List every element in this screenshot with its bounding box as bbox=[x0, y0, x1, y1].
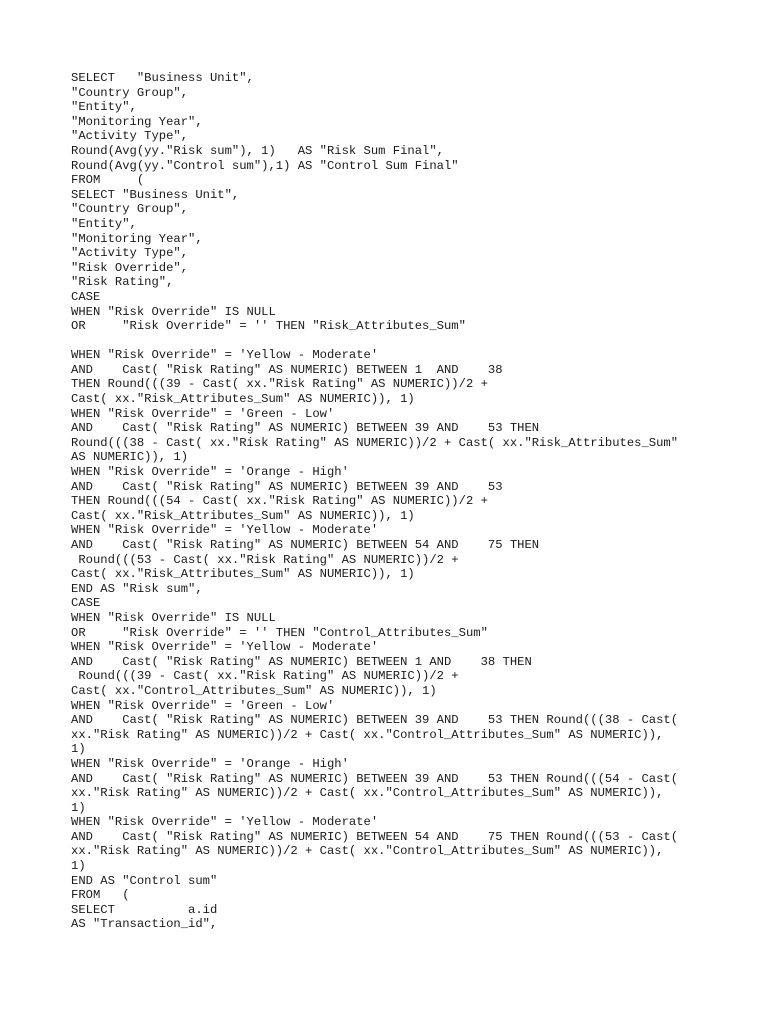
code-line: END AS "Control sum" bbox=[71, 873, 218, 888]
code-line: xx."Risk Rating" AS NUMERIC))/2 + Cast( xx."Control_Attributes_Sum" AS NUMERIC)), bbox=[71, 786, 664, 801]
code-line: AND Cast( "Risk Rating" AS NUMERIC) BETWEEN 54 AND 75 THEN Round(((53 - Cast( bbox=[71, 829, 679, 844]
code-line: "Activity Type", bbox=[71, 129, 189, 144]
code-line: Round(((39 - Cast( xx."Risk Rating" AS NUMERIC))/2 + bbox=[71, 669, 459, 684]
code-line: THEN Round(((54 - Cast( xx."Risk Rating" AS NUMERIC))/2 + bbox=[71, 494, 488, 509]
code-line: xx."Risk Rating" AS NUMERIC))/2 + Cast( xx."Control_Attributes_Sum" AS NUMERIC)), bbox=[71, 844, 664, 859]
code-line: WHEN "Risk Override" = 'Yellow - Moderate' bbox=[71, 348, 379, 363]
code-line: AND Cast( "Risk Rating" AS NUMERIC) BETWEEN 54 AND 75 THEN bbox=[71, 538, 540, 552]
code-line: "Risk Override", bbox=[71, 260, 189, 275]
code-line: "Country Group", bbox=[71, 85, 189, 100]
code-line: OR "Risk Override" = '' THEN "Control_Attributes_Sum" bbox=[71, 625, 488, 640]
sql-code-block bbox=[71, 71, 751, 932]
code-line: xx."Risk Rating" AS NUMERIC))/2 + Cast( xx."Control_Attributes_Sum" AS NUMERIC)), bbox=[71, 727, 664, 742]
code-line: Cast( xx."Control_Attributes_Sum" AS NUMERIC)), 1) bbox=[71, 683, 437, 698]
code-line: "Entity", bbox=[71, 100, 137, 115]
code-line: AS "Transaction_id", bbox=[71, 917, 218, 932]
code-line: WHEN "Risk Override" = 'Orange - High' bbox=[71, 465, 349, 480]
code-line: "Monitoring Year", bbox=[71, 231, 203, 246]
code-line: SELECT "Business Unit", bbox=[71, 187, 240, 202]
code-line: END AS "Risk sum", bbox=[71, 581, 203, 596]
code-line: SELECT "Business Unit", bbox=[71, 71, 254, 85]
code-line: WHEN "Risk Override" = 'Green - Low' bbox=[71, 698, 335, 713]
code-line: OR "Risk Override" = '' THEN "Risk_Attributes_Sum" bbox=[71, 319, 466, 334]
code-line: WHEN "Risk Override" = 'Yellow - Moderate' bbox=[71, 815, 379, 830]
code-line: 1) bbox=[71, 742, 86, 757]
code-line: Cast( xx."Risk_Attributes_Sum" AS NUMERIC)), 1) bbox=[71, 567, 415, 582]
code-line: "Activity Type", bbox=[71, 246, 189, 261]
code-line: 1) bbox=[71, 859, 86, 874]
code-line: WHEN "Risk Override" = 'Yellow - Moderate' bbox=[71, 640, 379, 655]
code-line: "Country Group", bbox=[71, 202, 189, 217]
code-line: AS NUMERIC)), 1) bbox=[71, 450, 189, 465]
code-line: "Risk Rating", bbox=[71, 275, 174, 290]
code-line: WHEN "Risk Override" IS NULL bbox=[71, 304, 276, 319]
code-line: AND Cast( "Risk Rating" AS NUMERIC) BETWEEN 39 AND 53 THEN Round(((38 - Cast( bbox=[71, 713, 679, 728]
code-line: AND Cast( "Risk Rating" AS NUMERIC) BETWEEN 39 AND 53 THEN Round(((54 - Cast( bbox=[71, 771, 679, 786]
code-line: FROM ( bbox=[71, 888, 130, 903]
code-line: Round(((53 - Cast( xx."Risk Rating" AS NUMERIC))/2 + bbox=[71, 552, 459, 567]
code-line bbox=[71, 334, 751, 349]
code-line: WHEN "Risk Override" = 'Orange - High' bbox=[71, 756, 349, 771]
code-line: Round(((38 - Cast( xx."Risk Rating" AS NUMERIC))/2 + Cast( xx."Risk_Attributes_Sum" bbox=[71, 435, 679, 450]
code-line: AND Cast( "Risk Rating" AS NUMERIC) BETWEEN 39 AND 53 THEN bbox=[71, 421, 540, 436]
code-line: THEN Round(((39 - Cast( xx."Risk Rating" AS NUMERIC))/2 + bbox=[71, 377, 488, 392]
code-line: CASE bbox=[71, 596, 101, 611]
code-line: AND Cast( "Risk Rating" AS NUMERIC) BETWEEN 1 AND 38 THEN bbox=[71, 654, 532, 669]
code-line: AND Cast( "Risk Rating" AS NUMERIC) BETWEEN 1 AND 38 bbox=[71, 362, 503, 377]
code-line: Round(Avg(yy."Risk sum"), 1) AS "Risk Sum Final", bbox=[71, 143, 444, 158]
code-line: WHEN "Risk Override" IS NULL bbox=[71, 610, 276, 625]
code-line: WHEN "Risk Override" = 'Yellow - Moderate' bbox=[71, 523, 379, 538]
code-line: FROM ( bbox=[71, 173, 145, 188]
code-line: Cast( xx."Risk_Attributes_Sum" AS NUMERIC)), 1) bbox=[71, 392, 415, 407]
code-line: CASE bbox=[71, 289, 101, 304]
code-line: "Monitoring Year", bbox=[71, 114, 203, 129]
code-line: WHEN "Risk Override" = 'Green - Low' bbox=[71, 406, 335, 421]
code-line: Round(Avg(yy."Control sum"),1) AS "Control Sum Final" bbox=[71, 158, 459, 173]
code-line: SELECT a.id bbox=[71, 902, 218, 917]
code-line: AND Cast( "Risk Rating" AS NUMERIC) BETWEEN 39 AND 53 bbox=[71, 479, 503, 494]
code-line: Cast( xx."Risk_Attributes_Sum" AS NUMERIC)), 1) bbox=[71, 508, 415, 523]
code-line: 1) bbox=[71, 800, 86, 815]
code-line: "Entity", bbox=[71, 216, 137, 231]
